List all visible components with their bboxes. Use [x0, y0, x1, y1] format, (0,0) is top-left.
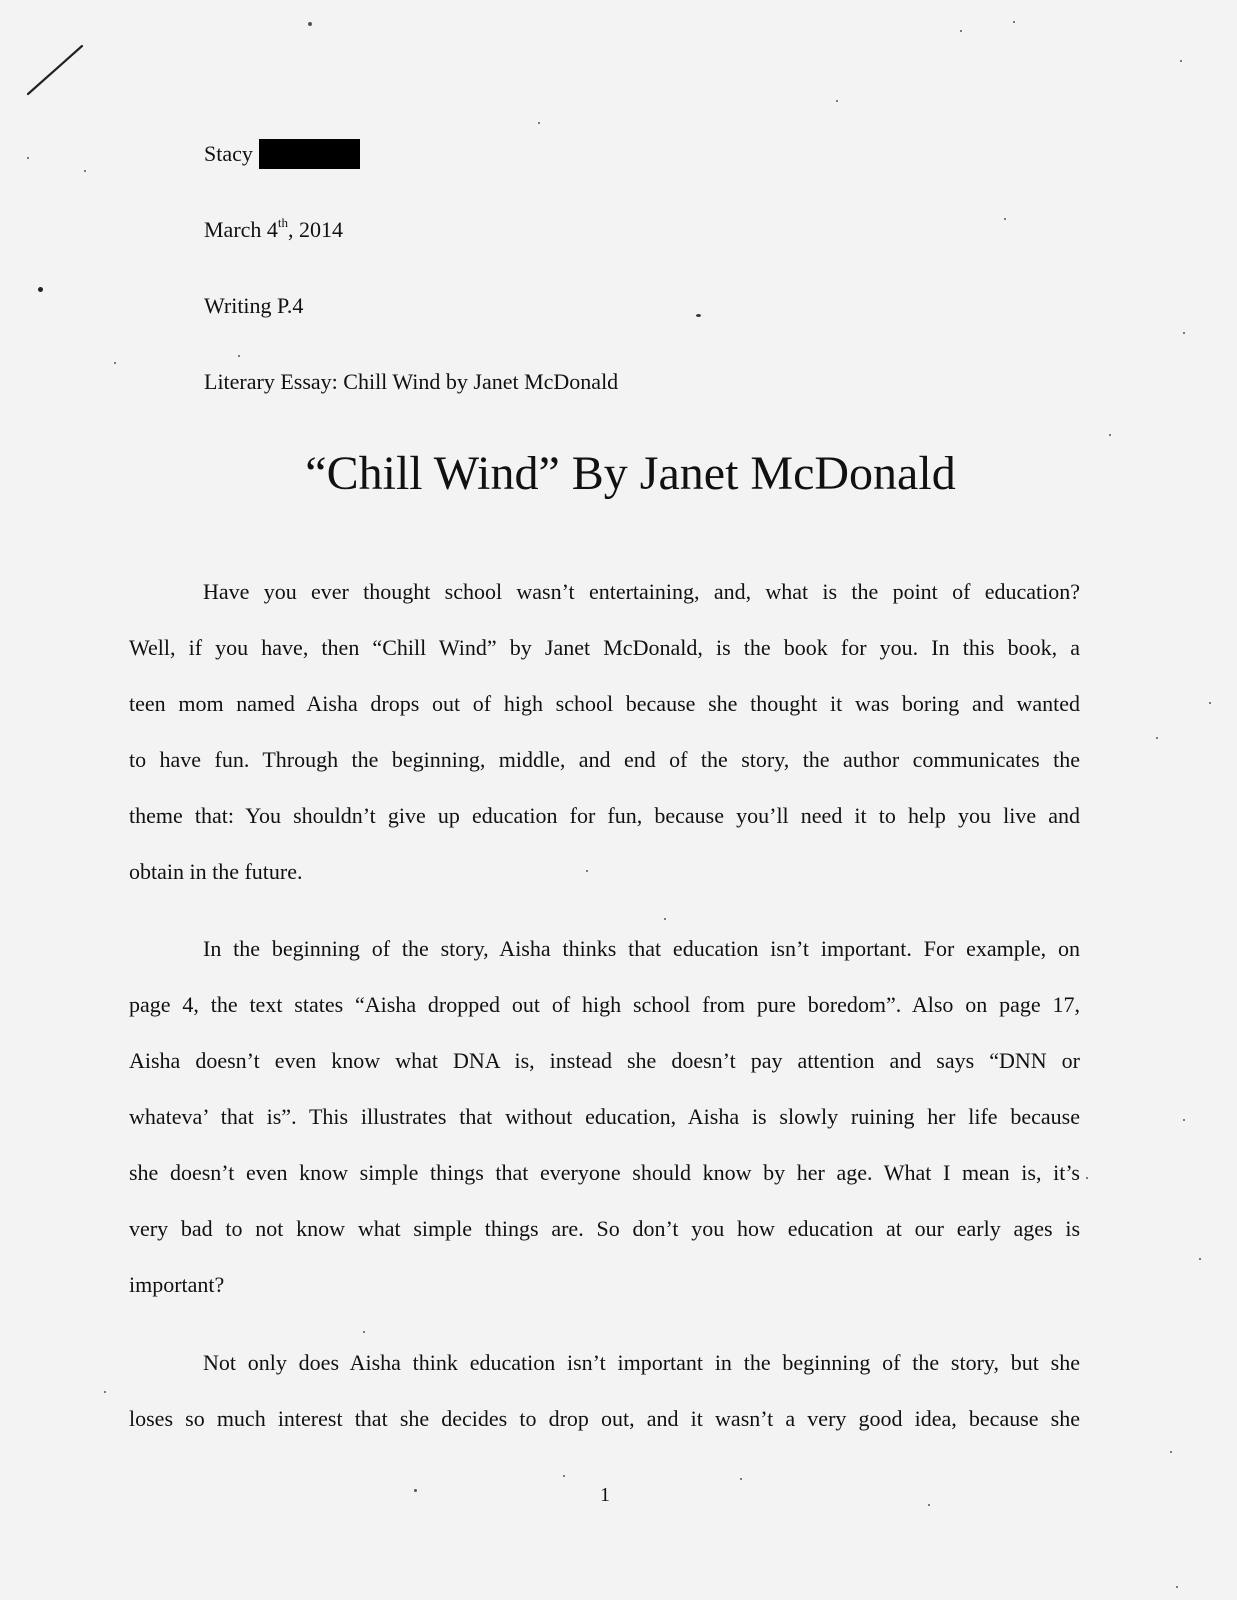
scan-speck [836, 100, 838, 102]
date-year: , 2014 [288, 217, 344, 242]
paragraph-1-line-1: Have you ever thought school wasn’t entertaining, and, what is the point of education? [203, 579, 1080, 604]
paragraph-1-line-6: obtain in the future. [129, 859, 303, 884]
scan-speck [1109, 434, 1111, 436]
scan-speck [1199, 1258, 1201, 1260]
scan-speck [928, 1504, 930, 1506]
assignment-title-line: Literary Essay: Chill Wind by Janet McDonald [204, 369, 619, 394]
scan-speck [1156, 737, 1158, 739]
scan-speck [414, 1489, 417, 1492]
date-line [204, 214, 344, 243]
paragraph-2-line-1: In the beginning of the story, Aisha thinks that education isn’t important. For example, on [203, 936, 1080, 961]
scan-speck [740, 1478, 742, 1480]
scan-speck [27, 157, 29, 159]
scan-speck [538, 122, 540, 124]
scan-speck [1086, 1177, 1088, 1179]
scan-speck [586, 870, 588, 872]
paragraph-1-line-4: to have fun. Through the beginning, middle, and end of the story, the author communicates the [129, 747, 1080, 772]
paragraph-2-line-2: page 4, the text states “Aisha dropped out of high school from pure boredom”. Also on page 17, [129, 992, 1080, 1017]
paragraph-1-line-3: teen mom named Aisha drops out of high school because she thought it was boring and wanted [129, 691, 1080, 716]
scan-speck [1170, 1451, 1172, 1453]
scan-speck [104, 1391, 106, 1393]
paragraph-1-line-5: theme that: You shouldn’t give up education for fun, because you’ll need it to help you live and [129, 803, 1080, 828]
scan-speck [1183, 1119, 1185, 1121]
scan-speck [114, 362, 116, 364]
page-number: 1 [600, 1484, 610, 1506]
scan-speck [696, 314, 701, 317]
paragraph-2-line-4: whateva’ that is”. This illustrates that without education, Aisha is slowly ruining her life because [129, 1104, 1080, 1129]
author-name-line [204, 141, 360, 171]
scan-speck [1013, 21, 1015, 23]
redacted-surname [259, 139, 360, 169]
scan-speck [1004, 218, 1006, 220]
scan-speck [664, 918, 666, 920]
scan-speck [563, 1475, 565, 1477]
paragraph-3-line-1: Not only does Aisha think education isn’t important in the beginning of the story, but she [203, 1350, 1080, 1375]
paragraph-2-line-3: Aisha doesn’t even know what DNA is, instead she doesn’t pay attention and says “DNN or [129, 1048, 1080, 1073]
scan-speck [1176, 1586, 1178, 1588]
scan-speck [238, 355, 240, 357]
scan-speck [308, 22, 312, 26]
essay-title: “Chill Wind” By Janet McDonald [305, 447, 956, 500]
paragraph-2-line-5: she doesn’t even know simple things that everyone should know by her age. What I mean is, it’s [129, 1160, 1080, 1185]
scan-speck [1209, 702, 1211, 704]
scan-speck [363, 1331, 365, 1333]
scan-speck [84, 170, 86, 172]
paragraph-2-line-7: important? [129, 1272, 225, 1297]
scan-speck [1183, 332, 1185, 334]
date-month-day: March 4 [204, 217, 278, 242]
scan-speck [1180, 60, 1182, 62]
paragraph-2-line-6: very bad to not know what simple things are. So don’t you how education at our early ages is [129, 1216, 1080, 1241]
paragraph-3-line-2: loses so much interest that she decides to drop out, and it wasn’t a very good idea, because she [129, 1406, 1080, 1431]
paragraph-1-line-2: Well, if you have, then “Chill Wind” by Janet McDonald, is the book for you. In this book, a [129, 635, 1080, 660]
author-name: Stacy [204, 141, 253, 167]
scan-speck [38, 287, 43, 292]
date-ordinal-suffix: th [277, 214, 289, 230]
pen-stroke-mark [24, 42, 88, 98]
class-period-line: Writing P.4 [204, 293, 304, 318]
scan-speck [960, 30, 962, 32]
